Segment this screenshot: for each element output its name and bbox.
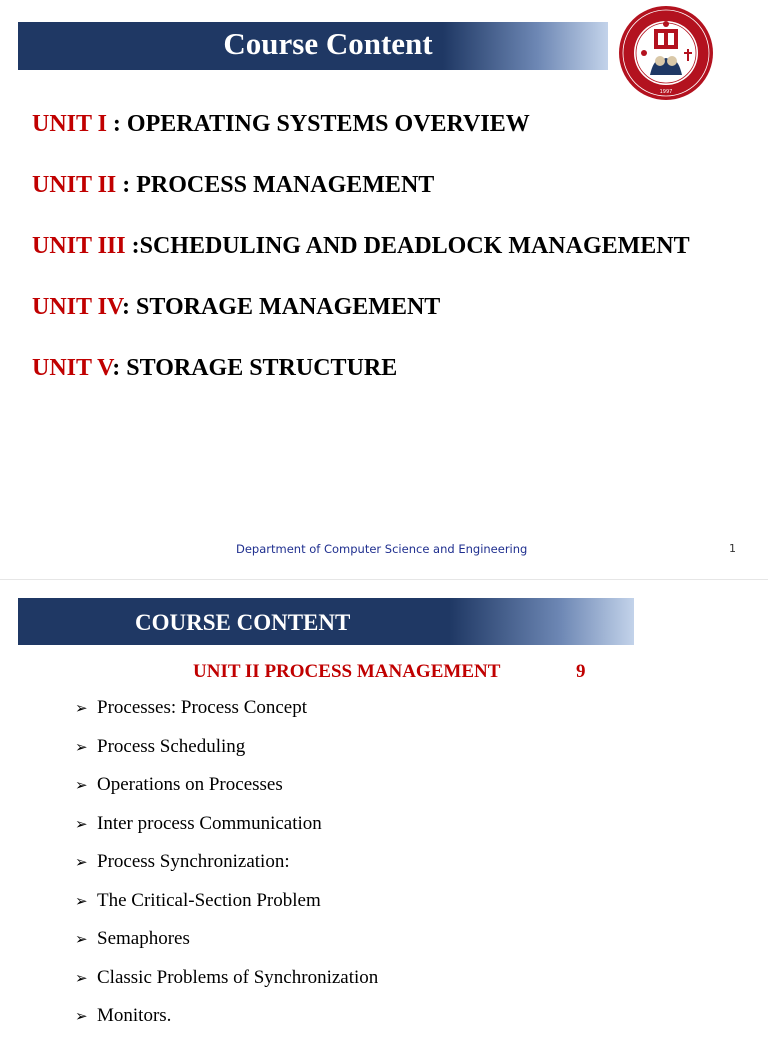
topic-text: Inter process Communication — [97, 812, 322, 834]
unit-label: UNIT I — [32, 111, 107, 137]
list-item — [75, 733, 378, 772]
unit-heading: UNIT II PROCESS MANAGEMENT — [193, 661, 501, 682]
topic-text: Process Synchronization: — [97, 851, 290, 872]
arrow-bullet-icon: ➢ — [75, 930, 88, 948]
title-banner — [18, 598, 634, 645]
unit-line-4 — [32, 288, 690, 349]
unit-hours: 9 — [576, 661, 586, 682]
list-item — [75, 810, 378, 849]
topic-list — [75, 694, 378, 1041]
list-item — [75, 925, 378, 964]
list-item — [75, 964, 378, 1003]
topic-text: Process Scheduling — [97, 735, 246, 757]
unit-line-3 — [32, 227, 690, 288]
slide-title: COURSE CONTENT — [135, 610, 351, 635]
topic-text: Semaphores — [97, 928, 190, 949]
arrow-bullet-icon: ➢ — [75, 737, 88, 756]
arrow-bullet-icon: ➢ — [75, 891, 88, 910]
institute-logo — [618, 5, 714, 101]
unit-label: UNIT V — [32, 355, 113, 381]
topic-text: Monitors. — [97, 1005, 172, 1026]
unit-title: :SCHEDULING AND DEADLOCK MANAGEMENT — [125, 233, 690, 259]
topic-text: The Critical-Section Problem — [97, 889, 321, 911]
arrow-bullet-icon: ➢ — [75, 968, 88, 987]
title-banner — [18, 22, 608, 70]
slide-2 — [0, 580, 768, 1024]
list-item — [75, 771, 378, 810]
arrow-bullet-icon: ➢ — [75, 853, 88, 871]
unit-line-5 — [32, 349, 690, 410]
slide-title: Course Content — [223, 26, 433, 61]
unit-title: : STORAGE STRUCTURE — [112, 355, 398, 381]
arrow-bullet-icon: ➢ — [75, 776, 88, 794]
list-item — [75, 887, 378, 926]
arrow-bullet-icon: ➢ — [75, 814, 88, 833]
topic-text: Operations on Processes — [97, 774, 283, 795]
svg-text:1997: 1997 — [659, 89, 673, 95]
unit-line-1 — [32, 105, 690, 166]
list-item — [75, 694, 378, 733]
page-number: 1 — [729, 542, 736, 555]
list-item — [75, 848, 378, 887]
arrow-bullet-icon: ➢ — [75, 699, 88, 717]
unit-list — [32, 105, 690, 410]
unit-title: : STORAGE MANAGEMENT — [122, 294, 441, 320]
unit-label: UNIT III — [32, 233, 126, 259]
unit-title: : OPERATING SYSTEMS OVERVIEW — [106, 111, 530, 137]
unit-label: UNIT IV — [32, 294, 123, 320]
list-item — [75, 1002, 378, 1041]
unit-line-2 — [32, 166, 690, 227]
unit-title: : PROCESS MANAGEMENT — [116, 172, 435, 198]
unit-label: UNIT II — [32, 172, 117, 198]
topic-text: Classic Problems of Synchronization — [97, 966, 379, 988]
footer-department: Department of Computer Science and Engineering — [236, 542, 528, 556]
arrow-bullet-icon: ➢ — [75, 1007, 88, 1025]
topic-text: Processes: Process Concept — [97, 697, 308, 718]
